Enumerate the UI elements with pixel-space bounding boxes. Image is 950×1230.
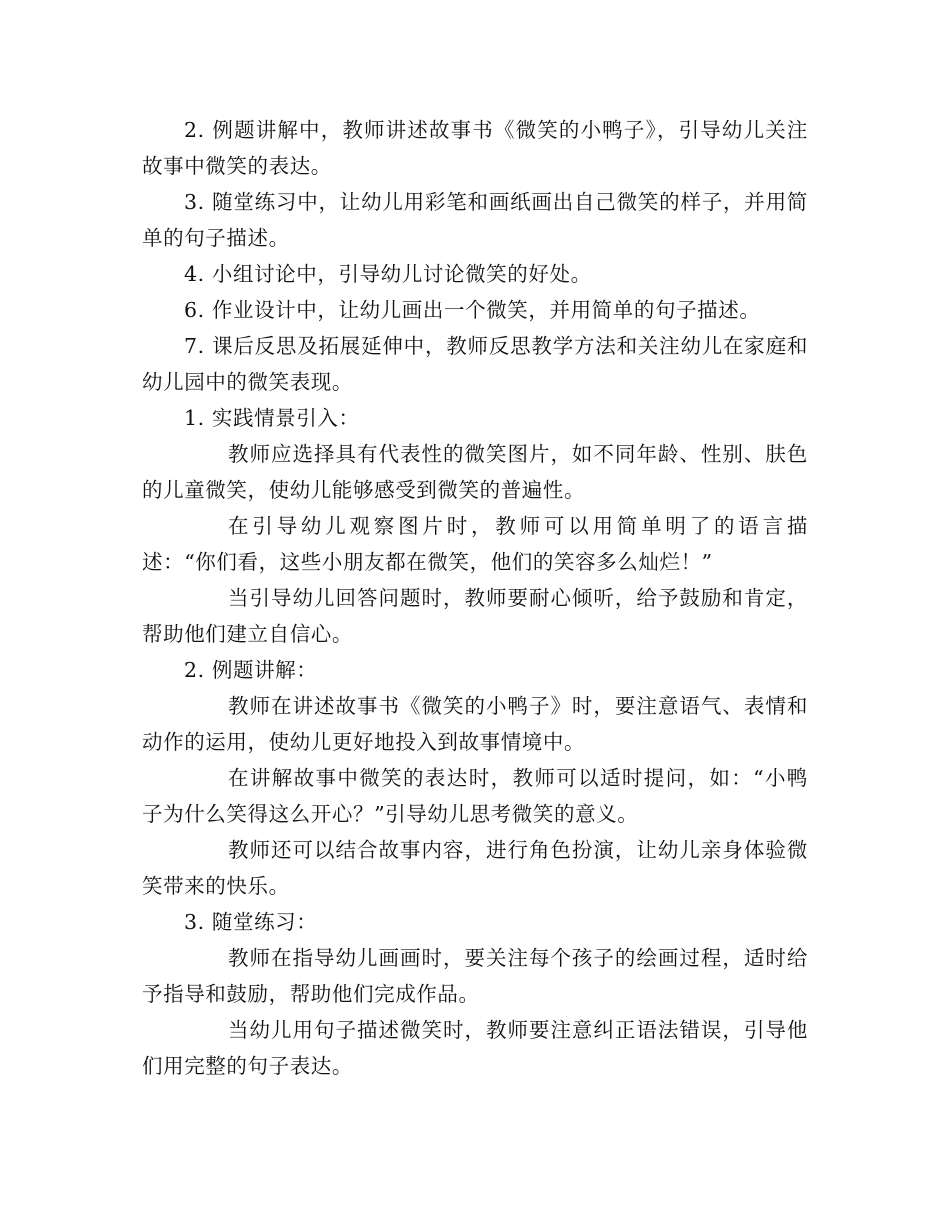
- paragraph-example-explanation-1: 教师在讲述故事书《微笑的小鸭子》时，要注意语气、表情和动作的运用，使幼儿更好地投入到故事情境中。: [142, 694, 808, 754]
- paragraph-practice-intro-1: 教师应选择具有代表性的微笑图片，如不同年龄、性别、肤色的儿童微笑，使幼儿能够感受到微笑的普遍性。: [142, 442, 808, 502]
- document-body: [142, 112, 808, 1084]
- paragraph-practice-intro-2: 在引导幼儿观察图片时，教师可以用简单明了的语言描述：“你们看，这些小朋友都在微笑，他们的笑容多么灿烂！”: [142, 514, 808, 574]
- paragraph-in-class-practice-1: 教师在指导幼儿画画时，要关注每个孩子的绘画过程，适时给予指导和鼓励，帮助他们完成作品。: [142, 946, 808, 1006]
- paragraph-step-3-summary: 3. 随堂练习中，让幼儿用彩笔和画纸画出自己微笑的样子，并用简单的句子描述。: [142, 190, 808, 250]
- paragraph-step-6-summary: 6. 作业设计中，让幼儿画出一个微笑，并用简单的句子描述。: [184, 298, 761, 322]
- paragraph-step-4-summary: 4. 小组讨论中，引导幼儿讨论微笑的好处。: [184, 262, 592, 286]
- paragraph-step-7-summary: 7. 课后反思及拓展延伸中，教师反思教学方法和关注幼儿在家庭和幼儿园中的微笑表现。: [142, 334, 808, 394]
- paragraph-step-2-summary: 2. 例题讲解中，教师讲述故事书《微笑的小鸭子》，引导幼儿关注故事中微笑的表达。: [142, 118, 808, 178]
- section-heading-example-explanation: 2. 例题讲解：: [184, 658, 318, 682]
- section-heading-practice-intro: 1. 实践情景引入：: [184, 406, 360, 430]
- paragraph-example-explanation-3: 教师还可以结合故事内容，进行角色扮演，让幼儿亲身体验微笑带来的快乐。: [142, 838, 808, 898]
- section-heading-in-class-practice: 3. 随堂练习：: [184, 910, 318, 934]
- paragraph-in-class-practice-2: 当幼儿用句子描述微笑时，教师要注意纠正语法错误，引导他们用完整的句子表达。: [142, 1018, 808, 1078]
- paragraph-practice-intro-3: 当引导幼儿回答问题时，教师要耐心倾听，给予鼓励和肯定，帮助他们建立自信心。: [142, 586, 808, 646]
- paragraph-example-explanation-2: 在讲解故事中微笑的表达时，教师可以适时提问，如：“小鸭子为什么笑得这么开心？”引导幼儿思考微笑的意义。: [142, 766, 808, 826]
